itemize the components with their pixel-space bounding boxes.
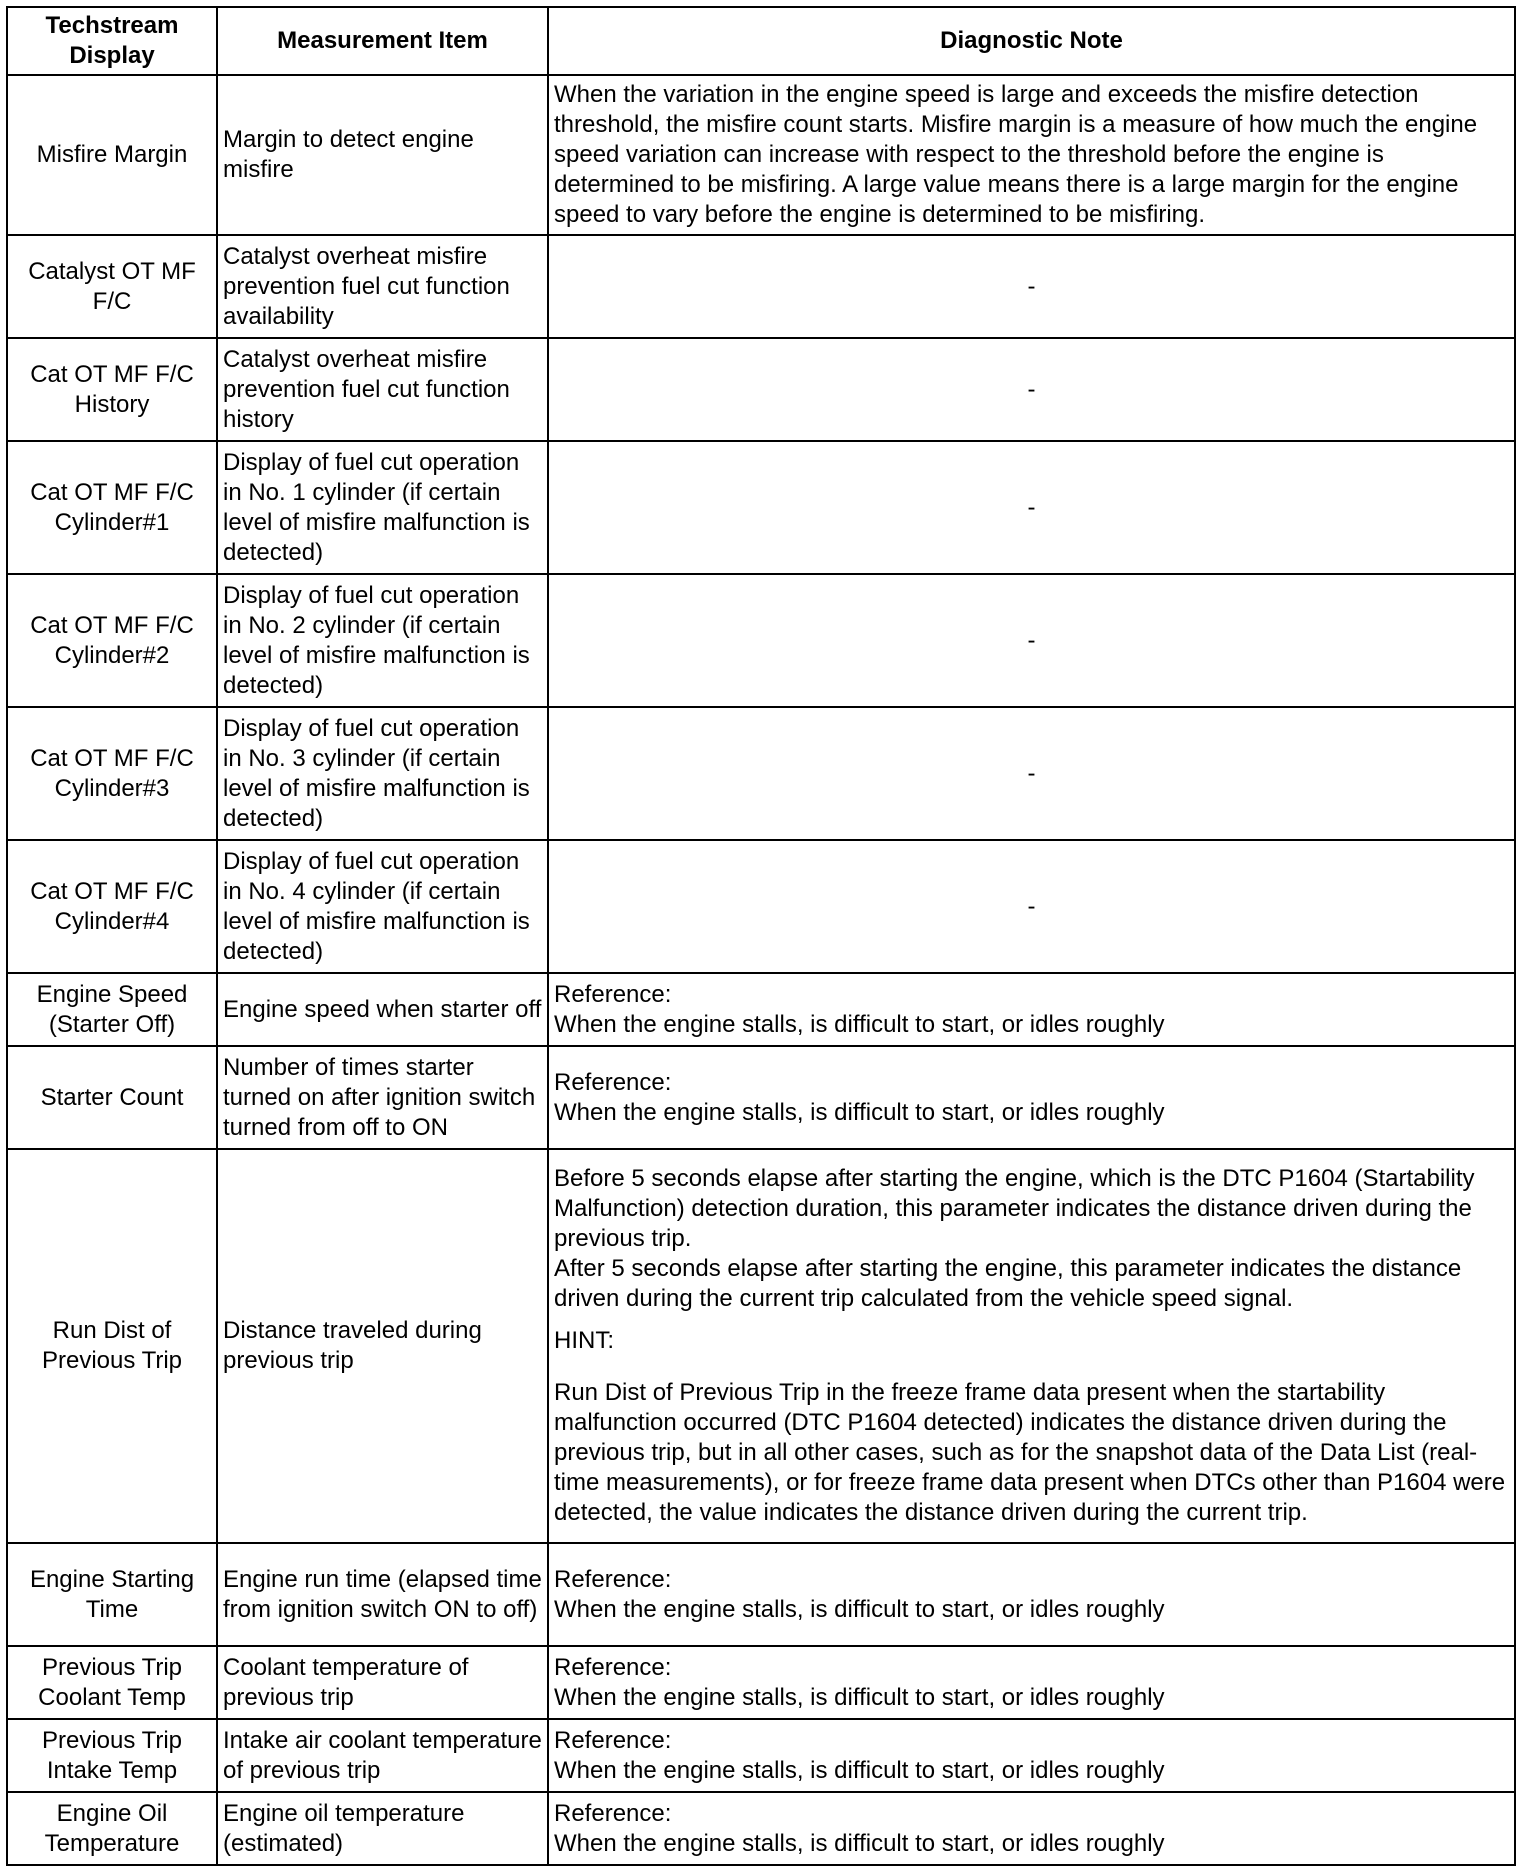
diagnostic-note-cell: - bbox=[548, 235, 1515, 338]
note-reference-label: Reference: bbox=[554, 1653, 672, 1681]
measurement-item-cell: Number of times starter turned on after ignition switch turned from off to ON bbox=[217, 1046, 548, 1149]
techstream-display-cell: Cat OT MF F/C Cylinder#1 bbox=[7, 441, 217, 574]
measurement-item-cell: Catalyst overheat misfire prevention fuel cut function availability bbox=[217, 235, 548, 338]
measurement-item-cell: Coolant temperature of previous trip bbox=[217, 1646, 548, 1719]
header-techstream-display: Techstream Display bbox=[7, 7, 217, 75]
measurement-item-cell: Catalyst overheat misfire prevention fuel cut function history bbox=[217, 338, 548, 441]
table-row bbox=[7, 1646, 1515, 1719]
measurement-item-cell: Display of fuel cut operation in No. 1 cylinder (if certain level of misfire malfunction is detected) bbox=[217, 441, 548, 574]
measurement-item-cell: Display of fuel cut operation in No. 4 cylinder (if certain level of misfire malfunction is detected) bbox=[217, 840, 548, 973]
note-reference-label: Reference: bbox=[554, 1565, 672, 1593]
techstream-display-cell: Previous Trip Intake Temp bbox=[7, 1719, 217, 1792]
table-row bbox=[7, 840, 1515, 973]
table-row bbox=[7, 441, 1515, 574]
diagnostic-note-cell bbox=[548, 1646, 1515, 1719]
table-row bbox=[7, 235, 1515, 338]
techstream-display-cell: Starter Count bbox=[7, 1046, 217, 1149]
techstream-display-cell: Cat OT MF F/C Cylinder#3 bbox=[7, 707, 217, 840]
note-paragraph: Before 5 seconds elapse after starting the engine, which is the DTC P1604 (Startability Malfunction) detection duration, this parameter indicates the distance driven during the previous trip. bbox=[554, 1165, 1475, 1252]
techstream-display-cell: Catalyst OT MF F/C bbox=[7, 235, 217, 338]
table-row bbox=[7, 574, 1515, 707]
note-paragraph: After 5 seconds elapse after starting the engine, this parameter indicates the distance driven during the current trip calculated from the vehicle speed signal. bbox=[554, 1255, 1462, 1312]
diagnostic-note-cell: When the variation in the engine speed is large and exceeds the misfire detection threshold, the misfire count starts. Misfire margin is a measure of how much the engine speed variation can increase with respect to the threshold before the engine is determined to be misfiring. A large value means there is a large margin for the engine speed to vary before the engine is determined to be misfiring. bbox=[548, 75, 1515, 235]
table-row bbox=[7, 1543, 1515, 1646]
table-body bbox=[7, 75, 1515, 1865]
diagnostic-note-cell: - bbox=[548, 707, 1515, 840]
note-paragraph: Run Dist of Previous Trip in the freeze frame data present when the startability malfunction occurred (DTC P1604 detected) indicates the distance driven during the previous trip, but in all other cases, such as for the snapshot data of the Data List (real-time measurements), or for freeze frame data present when DTCs other than P1604 were detected, the value indicates the distance driven during the current trip. bbox=[554, 1379, 1506, 1526]
note-reference-text: When the engine stalls, is difficult to start, or idles roughly bbox=[554, 1098, 1165, 1126]
techstream-display-cell: Misfire Margin bbox=[7, 75, 217, 235]
diagnostic-note-cell: - bbox=[548, 840, 1515, 973]
measurement-item-cell: Engine run time (elapsed time from ignition switch ON to off) bbox=[217, 1543, 548, 1646]
header-row bbox=[7, 7, 1515, 75]
techstream-display-cell: Engine Speed (Starter Off) bbox=[7, 973, 217, 1046]
note-reference-text: When the engine stalls, is difficult to start, or idles roughly bbox=[554, 1595, 1165, 1623]
table-row bbox=[7, 1149, 1515, 1543]
table-row bbox=[7, 338, 1515, 441]
diagnostic-note-cell bbox=[548, 1719, 1515, 1792]
techstream-display-cell: Run Dist of Previous Trip bbox=[7, 1149, 217, 1543]
table-row bbox=[7, 1046, 1515, 1149]
measurement-item-cell: Engine oil temperature (estimated) bbox=[217, 1792, 548, 1865]
table-header bbox=[7, 7, 1515, 75]
measurement-item-cell: Display of fuel cut operation in No. 3 cylinder (if certain level of misfire malfunction is detected) bbox=[217, 707, 548, 840]
measurement-item-cell: Margin to detect engine misfire bbox=[217, 75, 548, 235]
diagnostic-note-cell bbox=[548, 973, 1515, 1046]
measurement-item-cell: Intake air coolant temperature of previous trip bbox=[217, 1719, 548, 1792]
techstream-display-cell: Engine Oil Temperature bbox=[7, 1792, 217, 1865]
techstream-display-cell: Previous Trip Coolant Temp bbox=[7, 1646, 217, 1719]
note-reference-label: Reference: bbox=[554, 1726, 672, 1754]
table-row bbox=[7, 75, 1515, 235]
techstream-display-cell: Cat OT MF F/C History bbox=[7, 338, 217, 441]
note-reference-text: When the engine stalls, is difficult to start, or idles roughly bbox=[554, 1756, 1165, 1784]
table-row bbox=[7, 973, 1515, 1046]
diagnostic-note-cell bbox=[548, 1149, 1515, 1543]
measurement-item-cell: Distance traveled during previous trip bbox=[217, 1149, 548, 1543]
measurement-item-cell: Engine speed when starter off bbox=[217, 973, 548, 1046]
diagnostic-note-cell: - bbox=[548, 338, 1515, 441]
table-row bbox=[7, 1792, 1515, 1865]
note-hint-label: HINT: bbox=[554, 1327, 614, 1354]
header-diagnostic-note: Diagnostic Note bbox=[548, 7, 1515, 75]
techstream-display-cell: Cat OT MF F/C Cylinder#2 bbox=[7, 574, 217, 707]
diagnostic-note-cell bbox=[548, 1792, 1515, 1865]
note-reference-label: Reference: bbox=[554, 1068, 672, 1096]
note-reference-text: When the engine stalls, is difficult to start, or idles roughly bbox=[554, 1829, 1165, 1857]
parameter-table bbox=[6, 6, 1516, 1866]
note-reference-text: When the engine stalls, is difficult to start, or idles roughly bbox=[554, 1010, 1165, 1038]
measurement-item-cell: Display of fuel cut operation in No. 2 cylinder (if certain level of misfire malfunction is detected) bbox=[217, 574, 548, 707]
table-container bbox=[6, 6, 1514, 1866]
note-reference-label: Reference: bbox=[554, 980, 672, 1008]
note-reference-label: Reference: bbox=[554, 1799, 672, 1827]
note-reference-text: When the engine stalls, is difficult to start, or idles roughly bbox=[554, 1683, 1165, 1711]
diagnostic-note-cell: - bbox=[548, 441, 1515, 574]
header-measurement-item: Measurement Item bbox=[217, 7, 548, 75]
diagnostic-note-cell bbox=[548, 1543, 1515, 1646]
table-row bbox=[7, 707, 1515, 840]
diagnostic-note-cell: - bbox=[548, 574, 1515, 707]
techstream-display-cell: Engine Starting Time bbox=[7, 1543, 217, 1646]
techstream-display-cell: Cat OT MF F/C Cylinder#4 bbox=[7, 840, 217, 973]
diagnostic-note-cell bbox=[548, 1046, 1515, 1149]
table-row bbox=[7, 1719, 1515, 1792]
